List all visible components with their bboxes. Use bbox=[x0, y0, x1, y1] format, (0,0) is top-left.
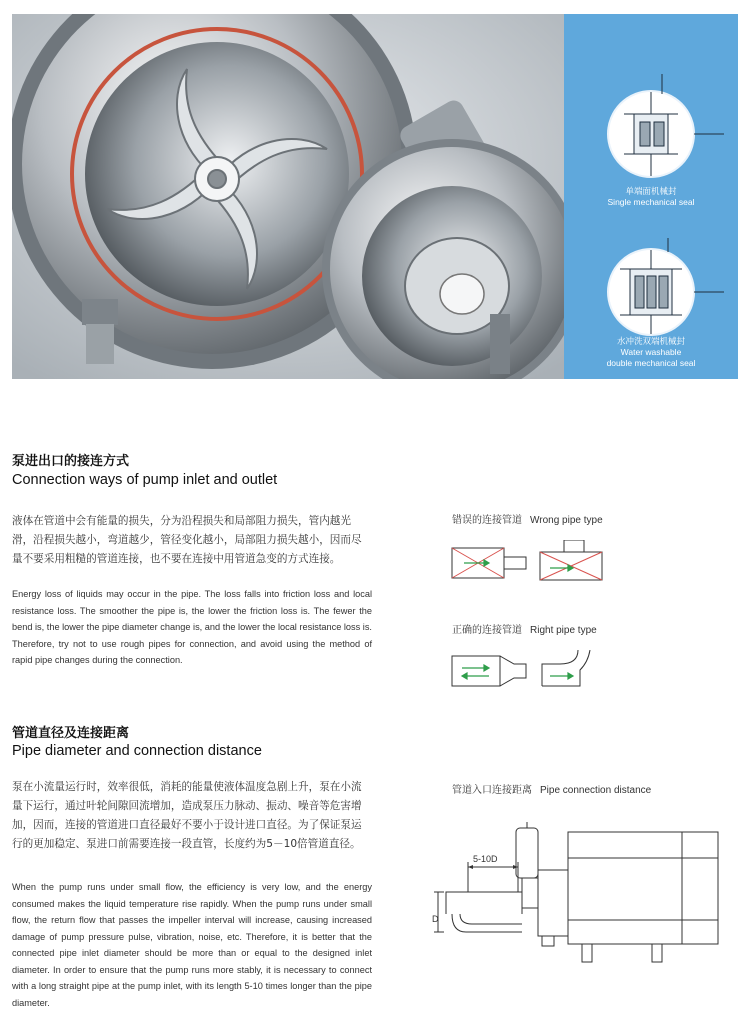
double-seal-cn: 水冲洗双端机械封 bbox=[616, 336, 685, 346]
single-seal-caption bbox=[564, 186, 738, 208]
hero-banner bbox=[12, 14, 738, 379]
pipe-distance-diagram bbox=[432, 822, 732, 972]
dim-length-text: 5-10D bbox=[473, 854, 498, 864]
distance-label-cn: 管道入口连接距离 bbox=[452, 785, 532, 796]
single-seal-cn: 单端面机械封 bbox=[625, 186, 677, 196]
section2-body-en: When the pump runs under small flow, the efficiency is very low, and the energy consumed makes the liquid temperature rise rapidly. When the pump runs under small flow, the return flow that passes the impeller interval will increase, causing increased damage of pump pressure pulse, vibration, noise, etc. Therefore, it is better that the connected pipe inlet diameter should be more than or equal to the designed inlet diameter. In order to ensure that the pump runs more stably, it is necessary to connect with a long straight pipe at the pump inlet, with its length 5-10 times longer than the pipe diameter. bbox=[12, 882, 372, 1008]
pump-photo bbox=[12, 14, 564, 379]
seal-panel bbox=[564, 14, 738, 379]
double-seal-caption bbox=[564, 336, 738, 369]
distance-label-en: Pipe connection distance bbox=[540, 785, 652, 796]
section1-body-cn: 液体在管道中会有能量的损失，分为沿程损失和局部阻力损失，管内越光滑，沿程损失越小，弯道越少，管径变化越小，局部阻力损失越小，因而尽量不要采用粗糙的管道连接，也不要在连接中用管道急变的方式连接。 bbox=[12, 515, 362, 565]
single-seal-en: Single mechanical seal bbox=[607, 197, 695, 207]
wrong-pipe-diagram bbox=[450, 540, 620, 584]
double-seal-en-2: double mechanical seal bbox=[606, 358, 696, 368]
section2-title-en: Pipe diameter and connection distance bbox=[12, 743, 262, 759]
right-pipe-label-cn: 正确的连接管道 bbox=[452, 625, 522, 636]
dim-diameter-text: D bbox=[432, 914, 439, 924]
distance-label bbox=[452, 781, 651, 796]
section2-title-cn: 管道直径及连接距离 bbox=[12, 726, 130, 741]
wrong-pipe-label-en: Wrong pipe type bbox=[530, 515, 603, 526]
section2-body-cn: 泵在小流量运行时，效率很低，消耗的能量使液体温度急剧上升，泵在小流量下运行，通过叶轮间隙回流增加，造成泵压力脉动、振动、噪音等危害增加，因而，连接的管道进口直径最好不要小于设计进口直径。为了保证泵运行的更加稳定、泵进口前需要连接一段直管，长度约为5－10倍管道直径。 bbox=[12, 781, 362, 850]
double-seal-en-1: Water washable bbox=[620, 347, 682, 357]
wrong-pipe-label bbox=[452, 511, 603, 526]
wrong-pipe-label-cn: 错误的连接管道 bbox=[452, 515, 522, 526]
section1-title-en: Connection ways of pump inlet and outlet bbox=[12, 472, 278, 488]
section1-title-cn: 泵进出口的接连方式 bbox=[12, 454, 130, 469]
right-pipe-label bbox=[452, 621, 597, 636]
right-pipe-label-en: Right pipe type bbox=[530, 625, 597, 636]
section1-body-en: Energy loss of liquids may occur in the pipe. The loss falls into friction loss and local resistance loss. The smoother the pipe is, the lower the friction loss is. The fewer the bend is, the lower the pipe diameter change is, and the lower the local resistance loss is. Therefore, try not to use rough pipes for connection, and avoid using the method of rapid pipe changes during the connection. bbox=[12, 589, 372, 665]
right-pipe-diagram bbox=[450, 650, 620, 690]
